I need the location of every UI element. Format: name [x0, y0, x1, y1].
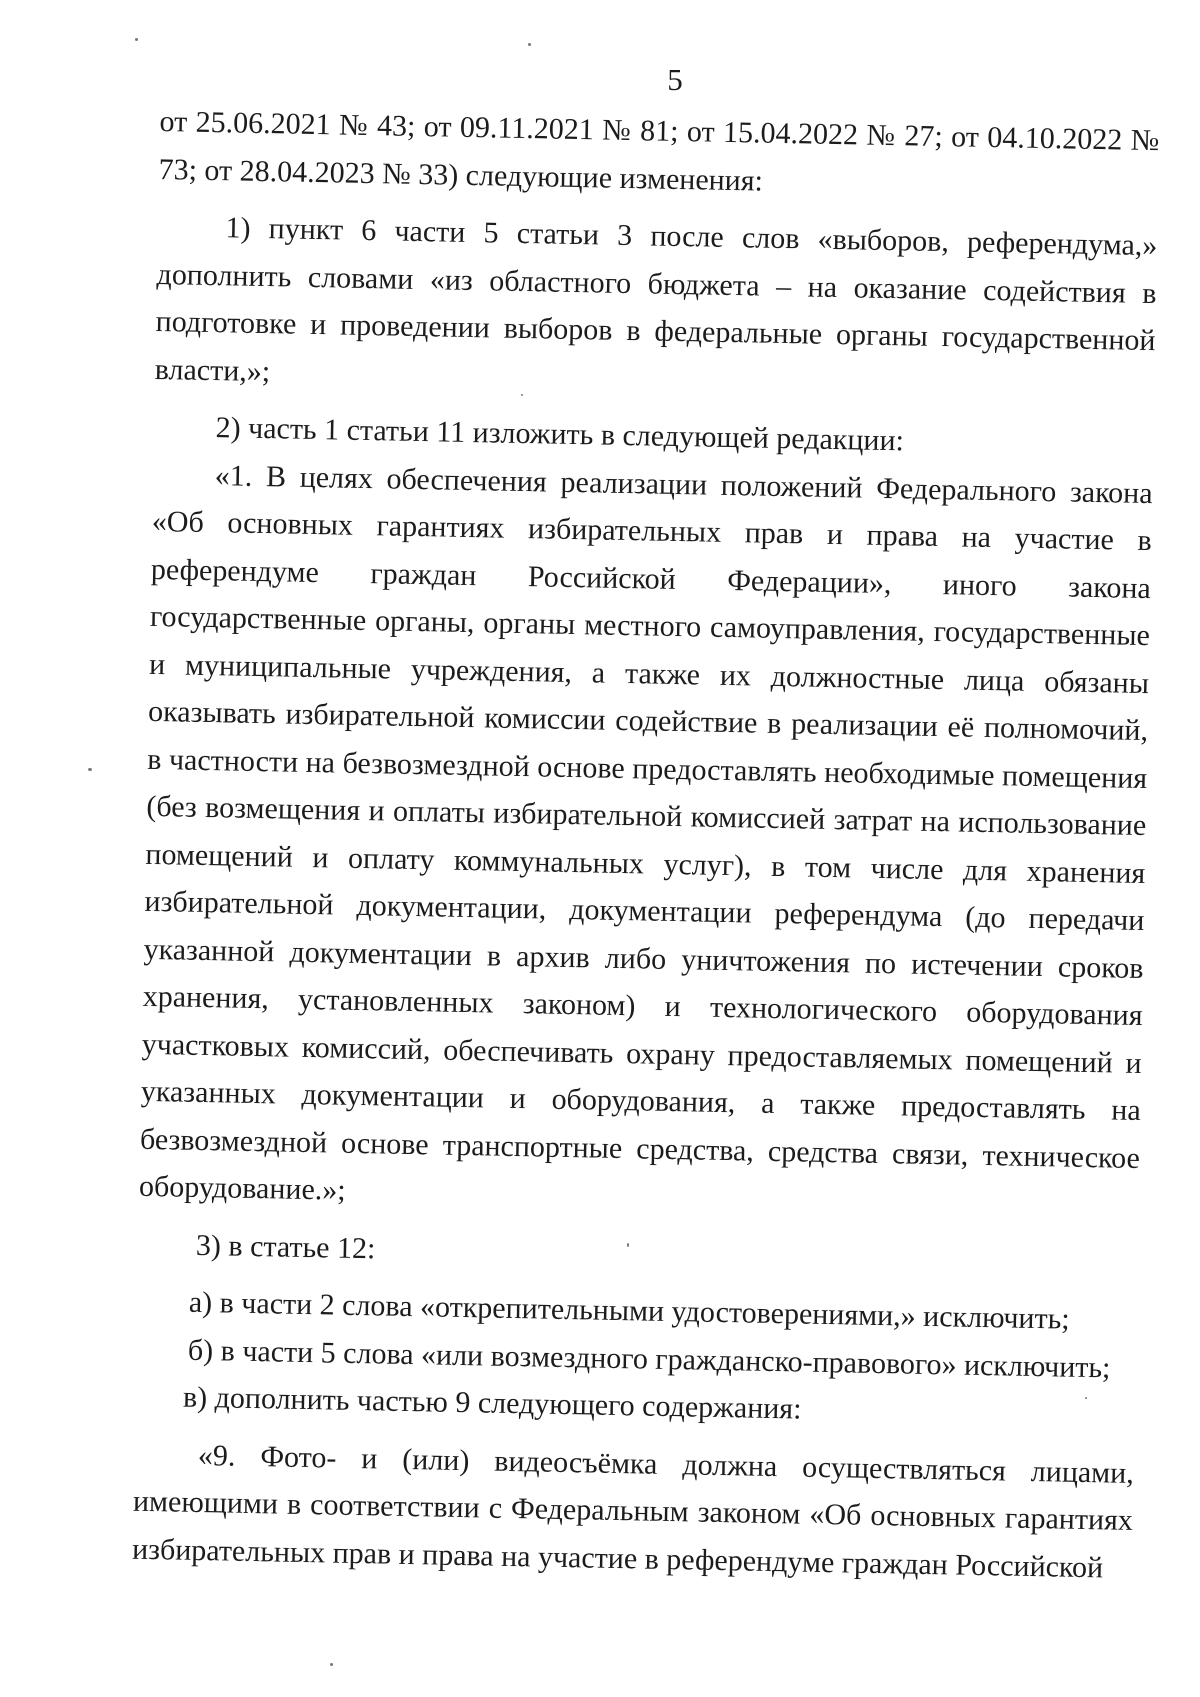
paragraph-quoted-part-1: «1. В целях обеспечения реализации положений Федерального закона «Об основных гарантиях избирательных прав и права на участие в референдуме граждан Российской Федерации», иного закона государственные органы, органы местного самоуправления, государственные и муниципальные учреждения, а также их должностные лица обязаны оказывать избирательной комиссии содействие в реализации её полномочий, в частности на безвозмездной основе предоставлять необходимые помещения (без возмещения и оплаты избирательной комиссией затрат на использование помещений и оплату коммунальных услуг), в том числе для хранения избирательной документации, документации референдума (до передачи указанной документации в архив либо уничтожения по истечении сроков хранения, установленных законом) и технологического оборудования участковых комиссий, обеспечивать охрану предоставляемых помещений и указанных документации и оборудования, а также предоставлять на безвозмездной основе транспортные средства, средства связи, техническое оборудование.»;	[138, 458, 1153, 1207]
scan-speck	[88, 768, 92, 771]
scan-speck	[627, 1243, 629, 1247]
scan-speck	[521, 394, 523, 396]
paragraph-quoted-part-9: «9. Фото- и (или) видеосъёмка должна осуществляться лицами, имеющими в соответствии с Федеральным законом «Об основных гарантиях избирательных прав и права на участие в референдуме граждан Российской	[131, 1438, 1135, 1584]
paragraph-subitem-a: а) в части 2 слова «открепительными удостоверениями,» исключить;	[188, 1285, 1070, 1336]
page-number: 5	[667, 62, 683, 97]
scan-speck	[528, 43, 531, 46]
scan-speck	[1085, 1397, 1087, 1399]
paragraph-item-1: 1) пункт 6 части 5 статьи 3 после слов «выборов, референдума,» дополнить словами «из областного бюджета – на оказание содействия в подготовке и проведении выборов в федеральные органы государственной власти,»;	[154, 211, 1158, 388]
paragraph-subitem-b: б) в части 5 слова «или возмездного гражданско-правового» исключить;	[187, 1333, 1111, 1384]
paragraph-continuation: от 25.06.2021 № 43; от 09.11.2021 № 81; от 15.04.2022 № 27; от 04.10.2022 № 73; от 28.04.2023 № 33) следующие изменения:	[158, 104, 1160, 198]
document-body	[132, 98, 1160, 1592]
paragraph-item-2: 2) часть 1 статьи 11 изложить в следующей редакции:	[215, 411, 905, 458]
scan-speck	[330, 1663, 333, 1666]
paragraph-item-3: 3) в статье 12:	[195, 1228, 376, 1265]
scan-speck	[135, 38, 138, 41]
paragraph-subitem-v: в) дополнить частью 9 следующего содержания:	[182, 1380, 802, 1426]
